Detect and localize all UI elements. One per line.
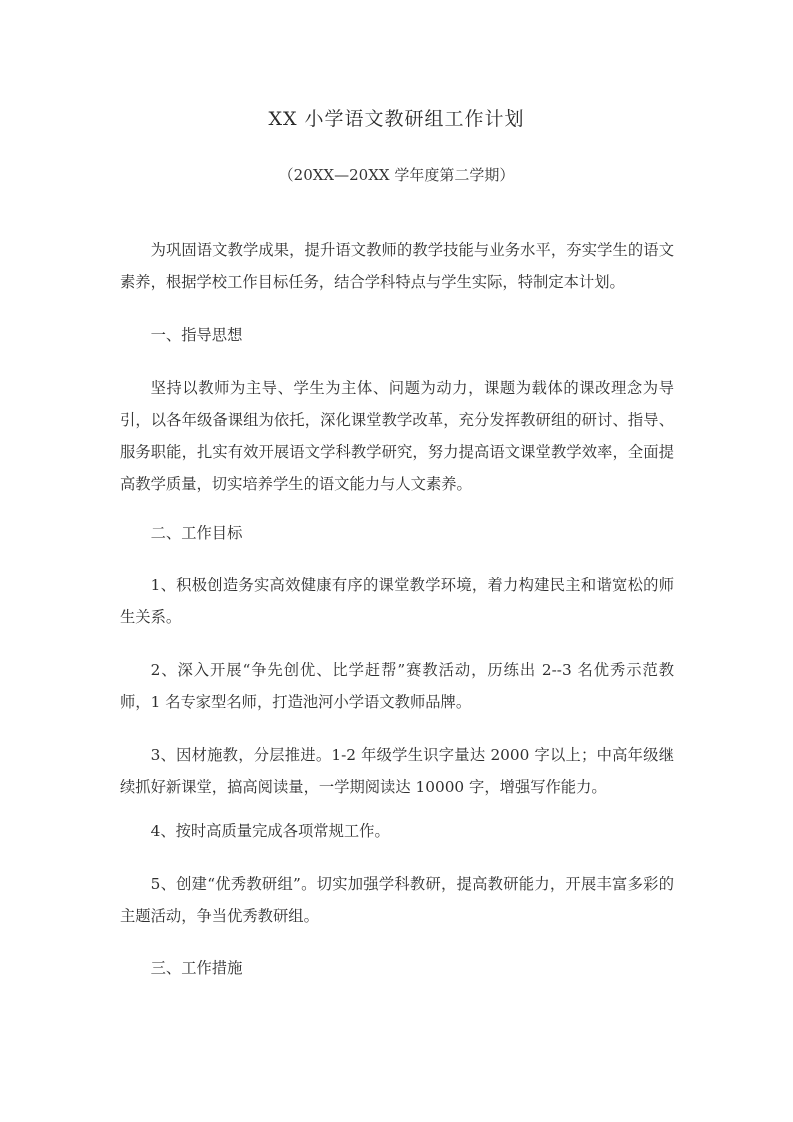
document-subtitle: （20XX—20XX 学年度第二学期） (278, 166, 515, 184)
goal-item-1-block (120, 569, 674, 633)
section-1-body (120, 372, 674, 500)
goal-item-5-block (120, 868, 674, 932)
goal-item-2-block (120, 654, 674, 718)
goal-item-3-block (120, 739, 674, 803)
document-title: XX 小学语文教研组工作计划 (268, 108, 525, 130)
goal-item-5: 5、创建“优秀教研组”。切实加强学科教研，提高教研能力，开展丰富多彩的主题活动，争当优秀教研组。 (120, 875, 674, 925)
guiding-ideology-paragraph: 坚持以教师为主导、学生为主体、问题为动力，课题为载体的课改理念为导引，以各年级备课组为依托，深化课堂教学改革，充分发挥教研组的研讨、指导、服务职能，扎实有效开展语文学科教学研究，努力提高语文课堂教学效率，全面提高教学质量，切实培养学生的语文能力与人文素养。 (120, 379, 674, 493)
goal-item-3: 3、因材施教，分层推进。1-2 年级学生识字量达 2000 字以上；中高年级继续抓好新课堂，搞高阅读量，一学期阅读达 10000 字，增强写作能力。 (120, 746, 674, 796)
goal-item-1: 1、积极创造务实高效健康有序的课堂教学环境，着力构建民主和谐宽松的师生关系。 (120, 576, 674, 626)
goal-item-2: 2、深入开展“争先创优、比学赶帮”赛教活动，历练出 2--3 名优秀示范教师，1 名专家型名师，打造池河小学语文教师品牌。 (120, 661, 674, 711)
goal-item-4: 4、按时高质量完成各项常规工作。 (150, 822, 390, 840)
goal-item-4-block (120, 815, 674, 847)
section-3-heading-block (120, 952, 674, 984)
intro-paragraph: 为巩固语文教学成果，提升语文教师的教学技能与业务水平，夯实学生的语文素养，根据学校工作目标任务，结合学科特点与学生实际，特制定本计划。 (120, 241, 674, 291)
section-1-heading-block (120, 319, 674, 351)
section-heading-work-measures: 三、工作措施 (150, 959, 243, 977)
section-heading-work-goals: 二、工作目标 (150, 524, 243, 542)
section-2-heading-block (120, 517, 674, 549)
intro-paragraph-block (120, 234, 674, 298)
section-heading-guiding-ideology: 一、指导思想 (150, 326, 243, 344)
